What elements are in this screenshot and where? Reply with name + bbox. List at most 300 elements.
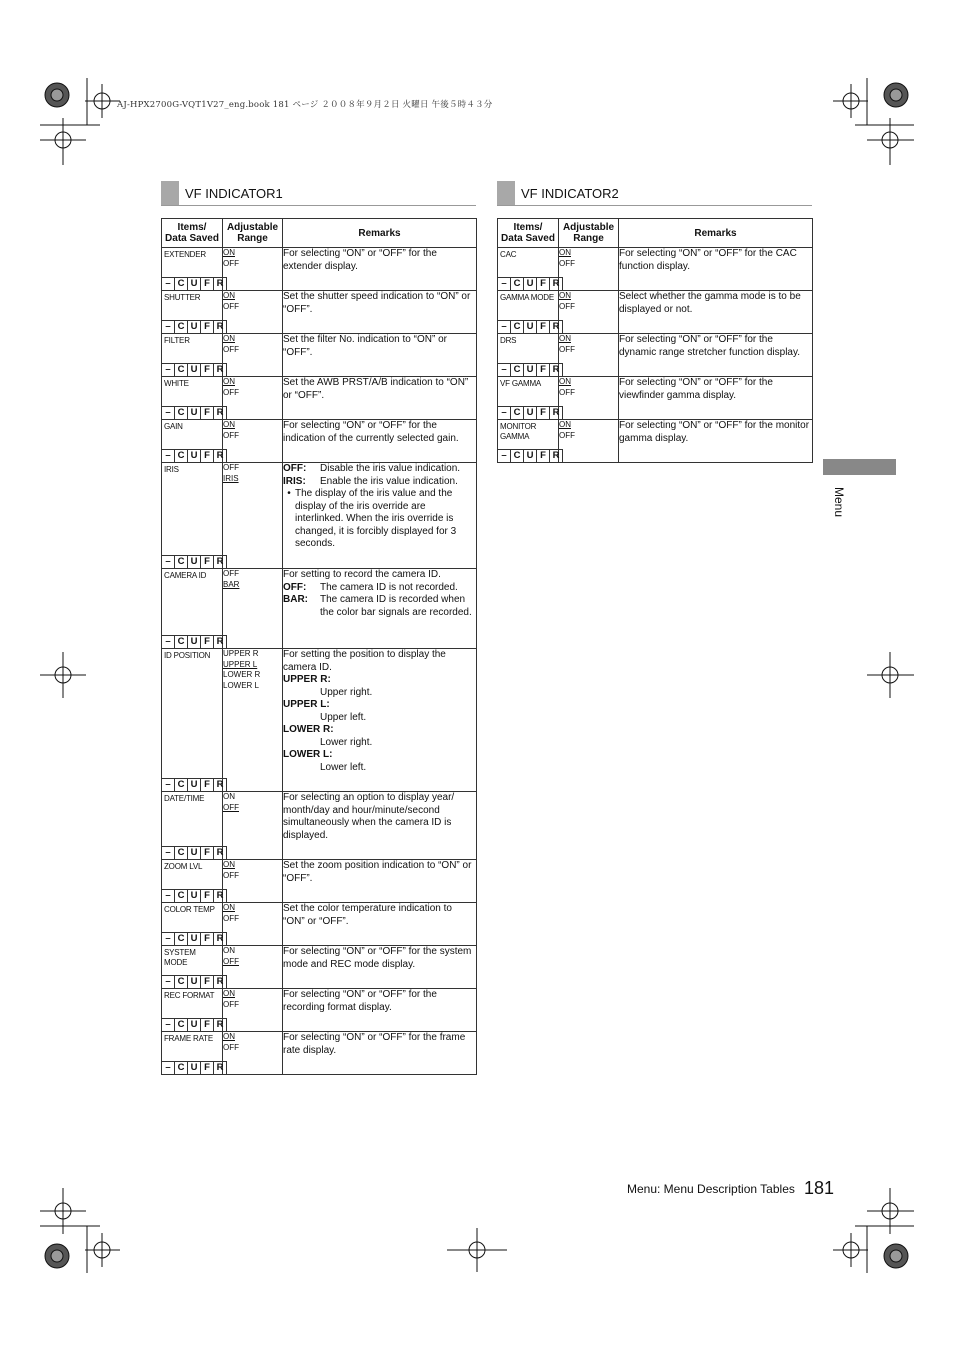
data-saved-flag: – [498, 364, 511, 376]
range-option: OFF [223, 956, 239, 966]
item-cell [498, 334, 559, 377]
data-saved-flag: R [550, 321, 563, 333]
side-label: Menu [832, 487, 846, 518]
range-option: UPPER R [223, 649, 259, 658]
table-row [162, 248, 477, 291]
table-row [498, 334, 813, 377]
item-name: CAMERA ID [164, 571, 207, 580]
data-saved-flag: R [214, 556, 227, 568]
data-saved-flag: C [175, 407, 188, 419]
range-option: OFF [223, 463, 239, 472]
range-cell [223, 420, 283, 463]
data-saved-flag: U [524, 407, 537, 419]
data-saved-flag: – [162, 1019, 175, 1031]
item-name: MONITOR GAMMA [500, 422, 537, 441]
range-option: ON [559, 248, 571, 257]
data-saved-flag: – [162, 636, 175, 648]
footer-section-title: Menu: Menu Description Tables [627, 1182, 795, 1196]
data-saved-flag: C [175, 278, 188, 290]
data-saved-flag: U [188, 976, 201, 988]
range-option: OFF [223, 430, 239, 440]
data-saved-flag: F [201, 779, 214, 791]
data-saved-flag: F [201, 1019, 214, 1031]
data-saved-flag: – [162, 450, 175, 462]
option-key: LOWER R: [283, 724, 334, 735]
data-saved-flags [162, 406, 227, 419]
range-option: ON [223, 860, 235, 869]
data-saved-flag: U [188, 278, 201, 290]
data-saved-flag: C [175, 779, 188, 791]
col-remarks-header: Remarks [283, 219, 477, 248]
range-option: ON [559, 291, 571, 300]
bullet-text: The display of the iris value and the display of the iris override are interlinked. When the iris override is changed, it is forcibly displayed for 3 seconds. [295, 488, 457, 549]
data-saved-flag: C [175, 556, 188, 568]
item-name: IRIS [164, 465, 179, 474]
data-saved-flag: R [550, 278, 563, 290]
data-saved-flags [162, 1061, 227, 1074]
data-saved-flag: C [511, 278, 524, 290]
option-key: UPPER L: [283, 699, 330, 710]
data-saved-flag: C [175, 847, 188, 859]
data-saved-flag: U [188, 364, 201, 376]
data-saved-flag: R [214, 364, 227, 376]
remarks-text: For selecting “ON” or “OFF” for the frame rate display. [283, 1032, 466, 1056]
remarks-text: For selecting an option to display year/ month/day and hour/minute/second simultaneously when the camera ID is displayed. [283, 792, 455, 841]
range-cell [223, 463, 283, 569]
data-saved-flag: – [498, 407, 511, 419]
range-option: ON [223, 420, 235, 429]
data-saved-flag: U [524, 321, 537, 333]
item-cell [162, 569, 223, 649]
data-saved-flag: – [162, 1062, 175, 1074]
range-option: OFF [559, 258, 575, 268]
item-name: COLOR TEMP [164, 905, 215, 914]
data-saved-flags [162, 277, 227, 290]
data-saved-flags [162, 889, 227, 902]
data-saved-flags [162, 778, 227, 791]
remarks-text: For selecting “ON” or “OFF” for the dynamic range stretcher function display. [619, 334, 801, 358]
data-saved-flag: U [188, 321, 201, 333]
item-name: WHITE [164, 379, 189, 388]
remarks-cell [283, 377, 477, 420]
range-option: LOWER R [223, 670, 261, 679]
data-saved-flag: R [214, 847, 227, 859]
option-key: BAR: [283, 594, 308, 605]
range-option: OFF [223, 802, 239, 812]
data-saved-flag: U [188, 1062, 201, 1074]
col-items-header: Items/ Data Saved [498, 219, 559, 248]
option-key: UPPER R: [283, 674, 331, 685]
item-name: SHUTTER [164, 293, 201, 302]
table-row [162, 989, 477, 1032]
data-saved-flag: F [201, 890, 214, 902]
item-cell [162, 291, 223, 334]
item-name: CAC [500, 250, 517, 259]
data-saved-flag: C [175, 1062, 188, 1074]
col-range-header: Adjustable Range [223, 219, 283, 248]
table-row [498, 420, 813, 463]
range-cell [223, 291, 283, 334]
section-marker [497, 181, 515, 205]
range-cell [223, 377, 283, 420]
data-saved-flags [162, 932, 227, 945]
item-name: REC FORMAT [164, 991, 215, 1000]
data-saved-flag: R [214, 779, 227, 791]
item-cell [162, 946, 223, 989]
data-saved-flag: U [524, 450, 537, 462]
data-saved-flag: F [201, 364, 214, 376]
remarks-text: Set the filter No. indication to “ON” or “OFF”. [283, 334, 447, 358]
remarks-cell [619, 334, 813, 377]
range-option: OFF [559, 301, 575, 311]
remarks-text: For selecting “ON” or “OFF” for the CAC function display. [619, 248, 797, 272]
item-cell [162, 989, 223, 1032]
range-cell [223, 569, 283, 649]
data-saved-flag: F [537, 450, 550, 462]
data-saved-flag: U [188, 450, 201, 462]
remarks-option [283, 594, 476, 619]
item-cell [162, 1032, 223, 1075]
range-option: OFF [223, 913, 239, 923]
item-name: FRAME RATE [164, 1034, 213, 1043]
remarks-cell [283, 649, 477, 792]
range-option: ON [223, 377, 235, 386]
option-key: LOWER L: [283, 749, 333, 760]
remarks-cell [283, 463, 477, 569]
option-desc: Enable the iris value indication. [320, 475, 458, 487]
vf-indicator1-section [161, 181, 476, 1075]
option-desc: The camera ID is not recorded. [320, 581, 458, 593]
data-saved-flag: U [188, 1019, 201, 1031]
remarks-intro: For setting the position to display the camera ID. [283, 649, 446, 673]
remarks-cell [283, 334, 477, 377]
item-cell [162, 649, 223, 792]
item-name: DRS [500, 336, 517, 345]
remarks-text: For selecting “ON” or “OFF” for the indication of the currently selected gain. [283, 420, 459, 444]
range-option: ON [559, 420, 571, 429]
table-row [498, 377, 813, 420]
remarks-cell [619, 248, 813, 291]
range-cell [223, 946, 283, 989]
data-saved-flag: U [188, 933, 201, 945]
remarks-text: Set the color temperature indication to “ON” or “OFF”. [283, 903, 452, 927]
col-items-header: Items/ Data Saved [162, 219, 223, 248]
col-range-header: Adjustable Range [559, 219, 619, 248]
data-saved-flag: U [188, 890, 201, 902]
data-saved-flag: C [175, 321, 188, 333]
remarks-text: For selecting “ON” or “OFF” for the monitor gamma display. [619, 420, 810, 444]
data-saved-flags [162, 1018, 227, 1031]
range-cell [223, 649, 283, 792]
option-desc: Upper left. [320, 711, 367, 723]
data-saved-flag: – [162, 364, 175, 376]
range-option: ON [223, 792, 235, 801]
item-cell [162, 420, 223, 463]
range-option: OFF [223, 870, 239, 880]
range-cell [559, 377, 619, 420]
data-saved-flag: R [214, 321, 227, 333]
remarks-cell [283, 569, 477, 649]
remarks-option [283, 476, 476, 489]
item-cell [162, 334, 223, 377]
bullet-icon: • [287, 488, 291, 499]
table-row [162, 377, 477, 420]
range-cell [223, 248, 283, 291]
table-row [162, 903, 477, 946]
data-saved-flag: – [498, 278, 511, 290]
col-remarks-header: Remarks [619, 219, 813, 248]
option-desc: The camera ID is recorded when the color bar signals are recorded. [320, 594, 472, 618]
data-saved-flag: R [214, 636, 227, 648]
vf-indicator2-section [497, 181, 812, 463]
data-saved-flag: C [175, 636, 188, 648]
remarks-option [283, 582, 476, 595]
range-option: OFF [223, 301, 239, 311]
remarks-cell [283, 291, 477, 334]
item-cell [498, 420, 559, 463]
item-name: GAIN [164, 422, 183, 431]
range-option: ON [223, 1032, 235, 1041]
remarks-text: For selecting “ON” or “OFF” for the system mode and REC mode display. [283, 946, 472, 970]
table-header-row [498, 219, 813, 248]
item-name: GAMMA MODE [500, 293, 555, 302]
item-name: SYSTEM MODE [164, 948, 196, 967]
range-option: IRIS [223, 473, 239, 483]
data-saved-flag: F [201, 450, 214, 462]
data-saved-flag: – [162, 278, 175, 290]
table-row [162, 1032, 477, 1075]
data-saved-flag: C [511, 407, 524, 419]
item-name: VF GAMMA [500, 379, 542, 388]
data-saved-flag: F [201, 556, 214, 568]
range-cell [559, 420, 619, 463]
data-saved-flag: – [498, 450, 511, 462]
data-saved-flag: F [537, 407, 550, 419]
item-cell [498, 248, 559, 291]
option-key: OFF: [283, 463, 307, 474]
table-row [498, 291, 813, 334]
side-tab [823, 459, 896, 475]
range-option: OFF [223, 569, 239, 578]
data-saved-flag: U [188, 556, 201, 568]
remarks-cell [283, 946, 477, 989]
remarks-cell [283, 989, 477, 1032]
data-saved-flag: U [188, 407, 201, 419]
remarks-text: For selecting “ON” or “OFF” for the extender display. [283, 248, 437, 272]
remarks-text: For selecting “ON” or “OFF” for the recording format display. [283, 989, 437, 1013]
range-cell [223, 792, 283, 860]
data-saved-flag: F [537, 364, 550, 376]
option-desc: Disable the iris value indication. [320, 463, 461, 474]
book-header: AJ-HPX2700G-VQT1V27_eng.book 181 ページ ２００８年９月２日 火曜日 午後５時４３分 [117, 100, 493, 110]
range-option: ON [223, 334, 235, 343]
data-saved-flag: C [511, 364, 524, 376]
data-saved-flag: C [175, 364, 188, 376]
data-saved-flag: R [214, 890, 227, 902]
option-key: IRIS: [283, 475, 306, 487]
remarks-cell [283, 792, 477, 860]
remarks-cell [283, 903, 477, 946]
section-title [497, 181, 812, 206]
range-option: ON [223, 989, 235, 998]
remarks-option [283, 463, 476, 476]
range-option: LOWER L [223, 680, 260, 690]
data-saved-flag: – [162, 890, 175, 902]
data-saved-flag: F [201, 933, 214, 945]
range-option: ON [223, 903, 235, 912]
data-saved-flag: – [162, 407, 175, 419]
option-desc: Lower left. [320, 761, 367, 773]
data-saved-flag: C [511, 450, 524, 462]
table-row [162, 569, 477, 649]
data-saved-flag: C [175, 890, 188, 902]
data-saved-flag: F [201, 847, 214, 859]
section-marker [161, 181, 179, 205]
remarks-text: Set the shutter speed indication to “ON” or “OFF”. [283, 291, 471, 315]
range-option: OFF [223, 258, 239, 268]
data-saved-flag: U [188, 779, 201, 791]
remarks-cell [619, 291, 813, 334]
range-option: OFF [559, 344, 575, 354]
data-saved-flag: U [188, 847, 201, 859]
item-cell [498, 291, 559, 334]
item-name: FILTER [164, 336, 190, 345]
remarks-text: Set the AWB PRST/A/B indication to “ON” or “OFF”. [283, 377, 469, 401]
range-cell [223, 989, 283, 1032]
table-header-row [162, 219, 477, 248]
table-row [162, 463, 477, 569]
data-saved-flag: – [162, 976, 175, 988]
item-cell [162, 377, 223, 420]
data-saved-flag: F [201, 976, 214, 988]
remarks-text: For selecting “ON” or “OFF” for the viewfinder gamma display. [619, 377, 773, 401]
item-cell [162, 860, 223, 903]
range-option: OFF [223, 1042, 239, 1052]
data-saved-flag: – [162, 779, 175, 791]
range-cell [559, 334, 619, 377]
item-cell [162, 248, 223, 291]
range-option: OFF [559, 387, 575, 397]
option-desc: Upper right. [320, 686, 373, 698]
table-row [162, 334, 477, 377]
data-saved-flags [162, 449, 227, 462]
data-saved-flag: – [498, 321, 511, 333]
data-saved-flag: – [162, 847, 175, 859]
range-cell [559, 291, 619, 334]
range-option: ON [223, 291, 235, 300]
data-saved-flags [162, 846, 227, 859]
option-desc: Lower right. [320, 736, 373, 748]
data-saved-flags [162, 975, 227, 988]
remarks-intro: For setting to record the camera ID. [283, 569, 441, 580]
option-key: OFF: [283, 581, 307, 593]
data-saved-flag: R [550, 364, 563, 376]
table-row [162, 291, 477, 334]
data-saved-flag: F [201, 1062, 214, 1074]
range-option: BAR [223, 579, 240, 589]
range-option: ON [559, 377, 571, 386]
vf-indicator2-table [497, 218, 813, 463]
remarks-cell [283, 248, 477, 291]
remarks-text: Select whether the gamma mode is to be displayed or not. [619, 291, 801, 315]
table-row [162, 649, 477, 792]
data-saved-flag: F [201, 407, 214, 419]
vf-indicator1-table [161, 218, 477, 1075]
data-saved-flags [498, 363, 563, 376]
data-saved-flag: R [214, 278, 227, 290]
remarks-cell [283, 860, 477, 903]
data-saved-flag: C [175, 450, 188, 462]
data-saved-flag: R [214, 976, 227, 988]
data-saved-flag: C [175, 976, 188, 988]
item-cell [162, 903, 223, 946]
table-row [162, 792, 477, 860]
data-saved-flag: R [550, 450, 563, 462]
range-cell [223, 334, 283, 377]
item-cell [162, 463, 223, 569]
range-cell [223, 1032, 283, 1075]
data-saved-flag: U [524, 364, 537, 376]
item-cell [162, 792, 223, 860]
data-saved-flag: F [537, 321, 550, 333]
remarks-cell [619, 377, 813, 420]
data-saved-flag: R [550, 407, 563, 419]
range-option: OFF [223, 999, 239, 1009]
data-saved-flags [498, 449, 563, 462]
data-saved-flag: – [162, 556, 175, 568]
data-saved-flag: C [511, 321, 524, 333]
section-title [161, 181, 476, 206]
item-name: DATE/TIME [164, 794, 205, 803]
item-name: EXTENDER [164, 250, 206, 259]
data-saved-flags [162, 635, 227, 648]
remarks-text: Set the zoom position indication to “ON” or “OFF”. [283, 860, 472, 884]
data-saved-flags [498, 406, 563, 419]
data-saved-flags [498, 277, 563, 290]
data-saved-flag: C [175, 1019, 188, 1031]
range-cell [223, 860, 283, 903]
page-number: 181 [804, 1178, 835, 1198]
data-saved-flag: R [214, 407, 227, 419]
section-title-text: VF INDICATOR2 [521, 186, 619, 201]
range-option: OFF [223, 387, 239, 397]
table-row [162, 860, 477, 903]
remarks-cell [283, 1032, 477, 1075]
item-name: ID POSITION [164, 651, 211, 660]
range-option: ON [559, 334, 571, 343]
data-saved-flag: R [214, 933, 227, 945]
section-title-text: VF INDICATOR1 [185, 186, 283, 201]
data-saved-flag: R [214, 450, 227, 462]
data-saved-flags [162, 320, 227, 333]
table-row [162, 946, 477, 989]
item-cell [498, 377, 559, 420]
remarks-cell [283, 420, 477, 463]
data-saved-flag: F [201, 321, 214, 333]
range-option: OFF [223, 344, 239, 354]
data-saved-flag: F [201, 636, 214, 648]
data-saved-flag: F [537, 278, 550, 290]
data-saved-flag: R [214, 1062, 227, 1074]
data-saved-flag: – [162, 321, 175, 333]
range-cell [223, 903, 283, 946]
data-saved-flag: U [188, 636, 201, 648]
range-cell [559, 248, 619, 291]
remarks-cell [619, 420, 813, 463]
data-saved-flag: U [524, 278, 537, 290]
range-option: UPPER L [223, 659, 258, 669]
data-saved-flags [162, 363, 227, 376]
